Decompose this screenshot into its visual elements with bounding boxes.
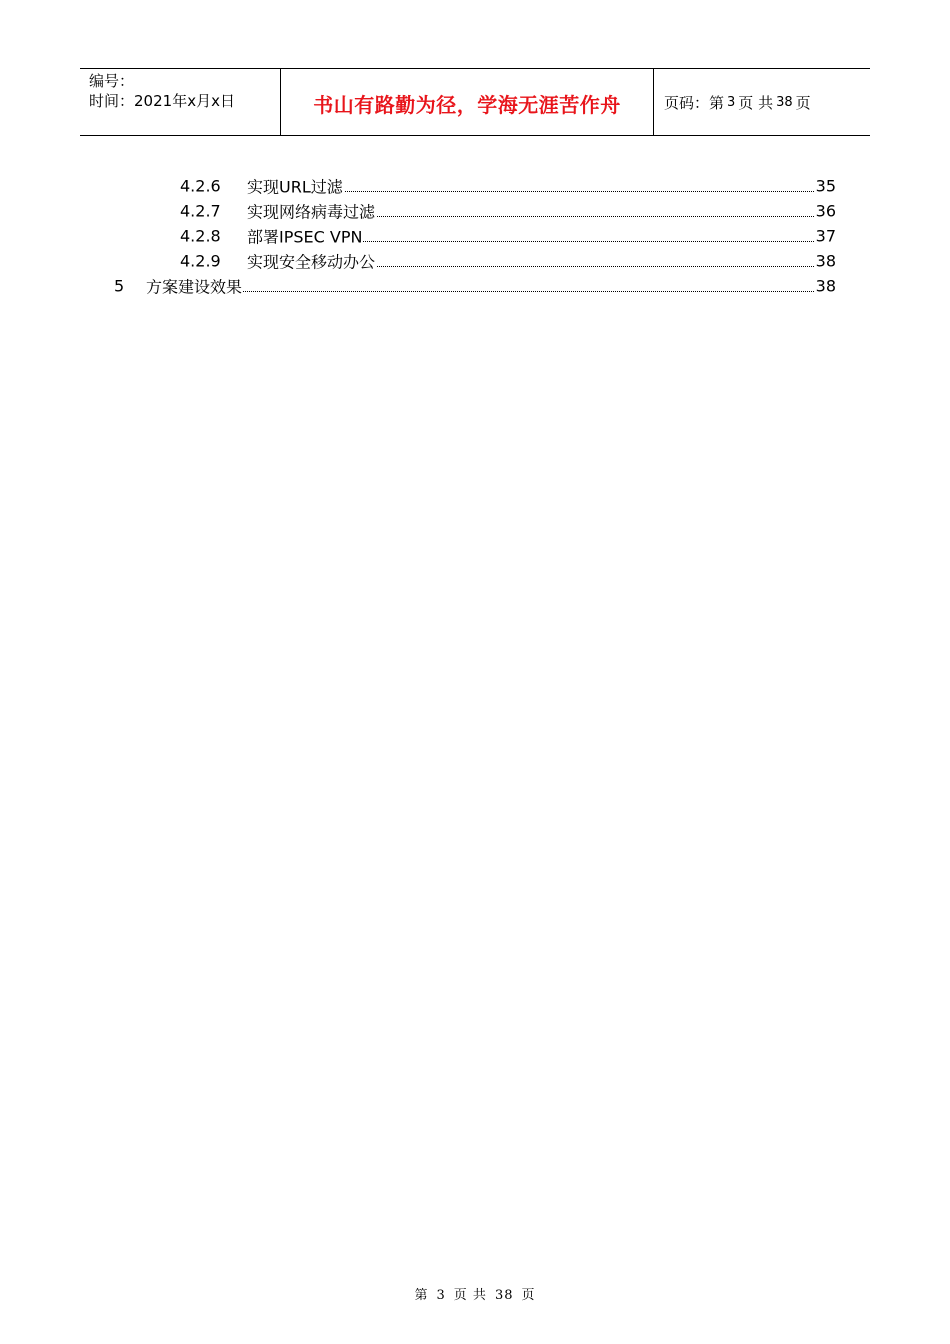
- footer-total: 38: [494, 1288, 514, 1303]
- header-meta-cell: [80, 69, 281, 135]
- footer-mid: 页 共: [453, 1288, 487, 1303]
- toc-page: 38: [815, 251, 836, 270]
- toc-number: 4.2.7: [180, 201, 221, 220]
- dot-leader: [340, 191, 836, 192]
- time-value: 2021年x月x日: [134, 92, 235, 110]
- toc-entry[interactable]: [0, 198, 950, 223]
- number-label: 编号：: [89, 72, 135, 90]
- dot-leader: [360, 241, 836, 242]
- toc-page: 36: [815, 201, 836, 220]
- toc-entry[interactable]: [0, 273, 950, 298]
- toc-page: 35: [815, 176, 836, 195]
- page-footer: [0, 1284, 950, 1303]
- table-of-contents: [0, 173, 950, 298]
- toc-entry[interactable]: [0, 248, 950, 273]
- toc-entry[interactable]: [0, 223, 950, 248]
- page-prefix: 页码：第: [664, 93, 725, 112]
- toc-page: 37: [815, 226, 836, 245]
- toc-number: 4.2.9: [180, 251, 221, 270]
- toc-title: 部署IPSEC VPN: [247, 224, 363, 247]
- page-total: 38: [776, 94, 793, 110]
- time-label: 时间：: [89, 92, 135, 110]
- page-mid: 页 共: [738, 93, 774, 112]
- toc-page: 38: [815, 276, 836, 295]
- toc-entry[interactable]: [0, 173, 950, 198]
- toc-title: 实现安全移动办公: [247, 249, 376, 272]
- time-line: [89, 91, 280, 111]
- motto: 书山有路勤为径，学海无涯苦作舟: [313, 92, 621, 117]
- dot-leader: [240, 291, 836, 292]
- toc-number: 4.2.8: [180, 226, 221, 245]
- toc-number: 5: [114, 276, 125, 295]
- page-header: [80, 68, 870, 136]
- toc-number: 4.2.6: [180, 176, 221, 195]
- dot-leader: [370, 266, 836, 267]
- page-suffix: 页: [795, 93, 811, 112]
- toc-title: 实现URL过滤: [247, 174, 344, 197]
- footer-suffix: 页: [521, 1288, 536, 1303]
- toc-title: 实现网络病毒过滤: [247, 199, 376, 222]
- footer-current: 3: [436, 1288, 446, 1303]
- dot-leader: [370, 216, 836, 217]
- footer-prefix: 第: [414, 1288, 429, 1303]
- header-page-cell: [654, 69, 870, 135]
- toc-title: 方案建设效果: [146, 274, 243, 297]
- page-current: 3: [727, 94, 736, 110]
- header-motto-cell: [281, 69, 654, 135]
